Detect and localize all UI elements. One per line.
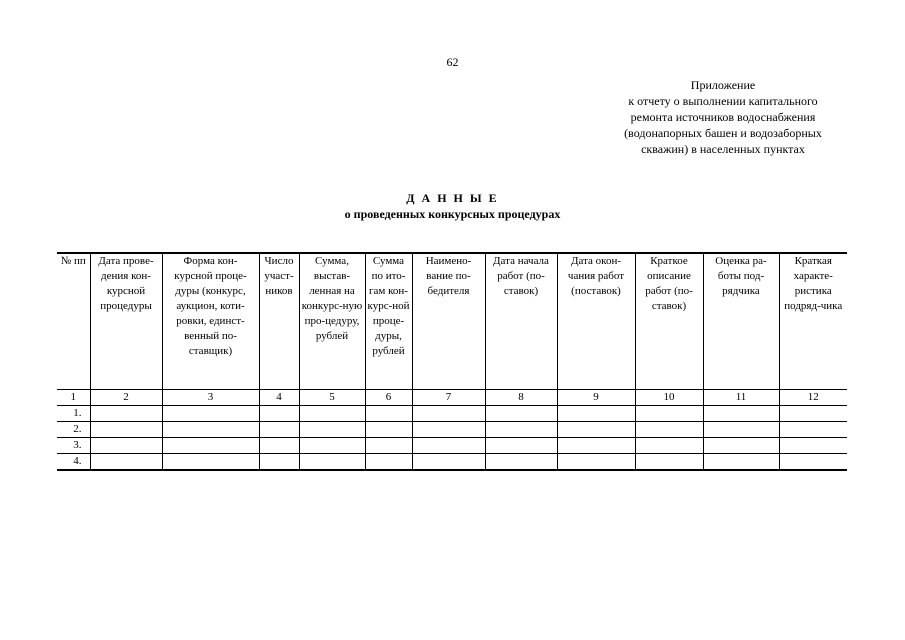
table-cell [259, 422, 299, 438]
table-header-row [57, 253, 847, 390]
column-number: 5 [299, 390, 365, 406]
table-cell [162, 438, 259, 454]
table-cell [779, 438, 847, 454]
column-header: Дата начала работ (по-ставок) [485, 253, 557, 390]
appendix-line: (водонапорных башен и водозаборных [624, 126, 822, 140]
column-number: 9 [557, 390, 635, 406]
table-cell [90, 454, 162, 471]
table-cell [485, 454, 557, 471]
table-cell [557, 438, 635, 454]
column-header: Краткое описание работ (по-ставок) [635, 253, 703, 390]
table-cell [703, 438, 779, 454]
table-cell [365, 438, 412, 454]
table-row [57, 438, 847, 454]
table-cell [635, 422, 703, 438]
column-number: 1 [57, 390, 90, 406]
document-title [0, 190, 905, 222]
table-cell [259, 406, 299, 422]
column-number: 3 [162, 390, 259, 406]
table-cell [162, 422, 259, 438]
table-cell [557, 422, 635, 438]
table-cell [779, 454, 847, 471]
column-number: 6 [365, 390, 412, 406]
table-row [57, 406, 847, 422]
column-number-row [57, 390, 847, 406]
table-cell [299, 454, 365, 471]
table-cell [703, 454, 779, 471]
row-label: 3. [57, 438, 90, 454]
column-header: № пп [57, 253, 90, 390]
procedures-table [57, 252, 847, 471]
column-header: Сумма по ито-гам кон-курс-ной проце-дуры, рублей [365, 253, 412, 390]
table-cell [365, 406, 412, 422]
column-number: 8 [485, 390, 557, 406]
table-row [57, 454, 847, 471]
table-cell [635, 454, 703, 471]
table-cell [779, 422, 847, 438]
appendix-line: скважин) в населенных пунктах [641, 142, 805, 156]
column-number: 12 [779, 390, 847, 406]
column-number: 11 [703, 390, 779, 406]
column-header: Форма кон-курсной проце-дуры (конкурс, аукцион, коти-ровки, единст-венный по-ставщик) [162, 253, 259, 390]
row-label: 2. [57, 422, 90, 438]
table-row [57, 422, 847, 438]
table-cell [703, 406, 779, 422]
table-cell [412, 406, 485, 422]
page-number: 62 [446, 55, 459, 69]
column-number: 2 [90, 390, 162, 406]
table-cell [259, 438, 299, 454]
table-cell [412, 422, 485, 438]
column-number: 7 [412, 390, 485, 406]
table-cell [365, 422, 412, 438]
column-header: Число участ-ников [259, 253, 299, 390]
table-cell [485, 438, 557, 454]
column-number: 4 [259, 390, 299, 406]
appendix-note [598, 77, 848, 157]
column-header: Наимено-вание по-бедителя [412, 253, 485, 390]
column-number: 10 [635, 390, 703, 406]
row-label: 1. [57, 406, 90, 422]
table-cell [90, 406, 162, 422]
appendix-line: к отчету о выполнении капитального [628, 94, 818, 108]
table-cell [635, 438, 703, 454]
table-cell [299, 438, 365, 454]
table-cell [162, 454, 259, 471]
column-header: Краткая характе-ристика подряд-чика [779, 253, 847, 390]
table-cell [779, 406, 847, 422]
appendix-line: Приложение [690, 78, 756, 92]
row-label: 4. [57, 454, 90, 471]
table-cell [485, 406, 557, 422]
column-header: Сумма, выстав-ленная на конкурс-ную про-цедуру, рублей [299, 253, 365, 390]
column-header: Дата прове-дения кон-курсной процедуры [90, 253, 162, 390]
table-cell [703, 422, 779, 438]
table-cell [557, 406, 635, 422]
column-header: Дата окон-чания работ (поставок) [557, 253, 635, 390]
table-cell [259, 454, 299, 471]
title-main: Д А Н Н Ы Е [406, 191, 499, 205]
table-cell [90, 438, 162, 454]
table-cell [299, 422, 365, 438]
table-cell [412, 438, 485, 454]
table-cell [90, 422, 162, 438]
table-cell [365, 454, 412, 471]
title-subtitle: о проведенных конкурсных процедурах [344, 207, 561, 221]
column-header: Оценка ра-боты под-рядчика [703, 253, 779, 390]
table-cell [557, 454, 635, 471]
appendix-line: ремонта источников водоснабжения [630, 110, 816, 124]
table-cell [635, 406, 703, 422]
table-cell [412, 454, 485, 471]
table-cell [162, 406, 259, 422]
table-cell [485, 422, 557, 438]
table-cell [299, 406, 365, 422]
